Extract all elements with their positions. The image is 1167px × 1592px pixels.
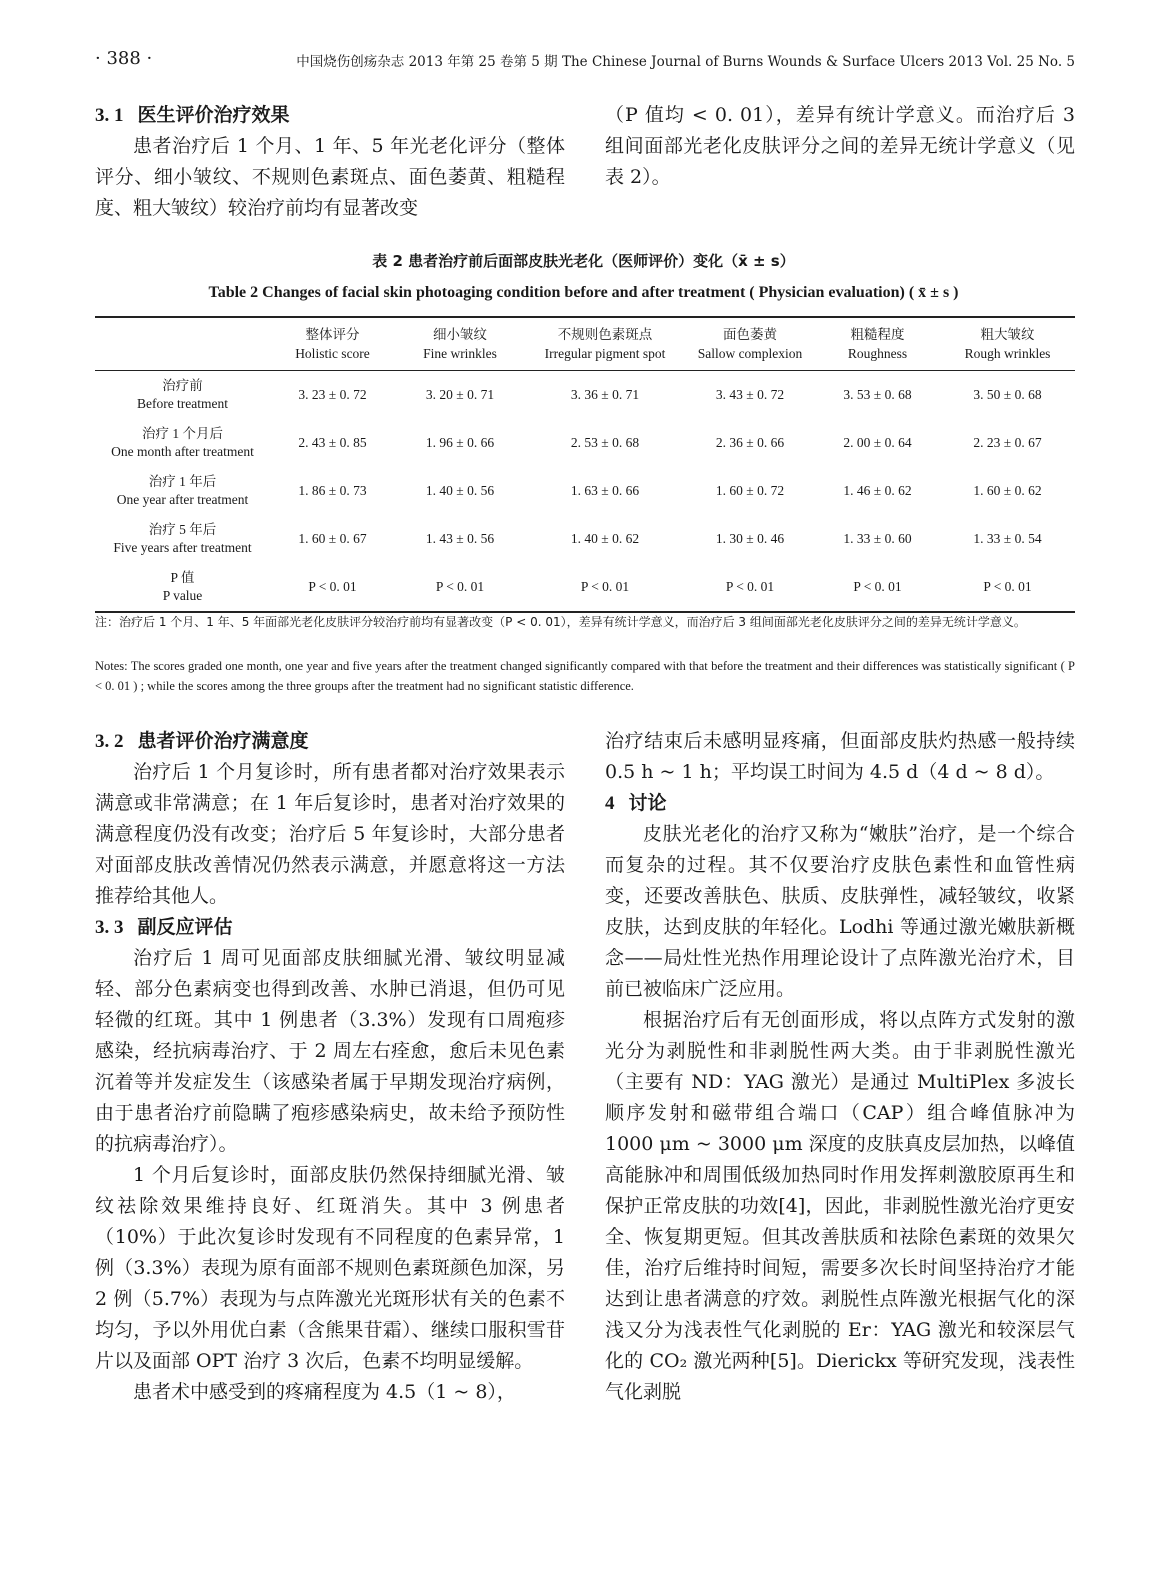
table-cell: 1. 63 ± 0. 66 bbox=[570, 483, 640, 498]
table-cell: 1. 30 ± 0. 46 bbox=[715, 531, 785, 546]
table-header-row bbox=[95, 317, 1075, 371]
section-heading: 3. 3 副反应评估 bbox=[95, 916, 233, 938]
table-cell: 1. 40 ± 0. 56 bbox=[425, 483, 495, 498]
table-cell: 3. 43 ± 0. 72 bbox=[715, 387, 785, 402]
table-header-cell: 粗大皱纹 Rough wrinkles bbox=[964, 327, 1051, 361]
table-row bbox=[95, 467, 1075, 515]
table-header-cell: 不规则色素斑点 Irregular pigment spot bbox=[544, 327, 666, 361]
table-header-cell bbox=[95, 317, 270, 371]
table-cell: 3. 36 ± 0. 71 bbox=[570, 387, 640, 402]
table-header-cell: 粗糙程度 Roughness bbox=[847, 327, 908, 361]
table-row bbox=[95, 419, 1075, 467]
table-header-cell: 细小皱纹 Fine wrinkles bbox=[423, 327, 497, 361]
section-heading: 4 讨论 bbox=[605, 792, 667, 814]
table-cell: 1. 43 ± 0. 56 bbox=[425, 531, 495, 546]
table-row bbox=[95, 563, 1075, 612]
paragraph: 患者治疗后 1 个月、1 年、5 年光老化评分（整体评分、细小皱纹、不规则色素斑点、面色萎黄、粗糙程度、粗大皱纹）较治疗前均有显著改变 bbox=[95, 135, 565, 219]
row-label: P 值 P value bbox=[162, 570, 203, 603]
table-cell: P < 0. 01 bbox=[435, 579, 485, 594]
table-row bbox=[95, 371, 1075, 420]
table-row bbox=[95, 515, 1075, 563]
paragraph: 治疗结束后未感明显疼痛，但面部皮肤灼热感一般持续 0.5 h ~ 1 h；平均误工时间为 4.5 d（4 d ~ 8 d）。 bbox=[605, 730, 1075, 783]
section-heading: 3. 1 医生评价治疗效果 bbox=[95, 104, 290, 126]
table-cell: P < 0. 01 bbox=[308, 579, 357, 594]
table-cell: 1. 86 ± 0. 73 bbox=[298, 483, 367, 498]
row-label: 治疗前 Before treatment bbox=[136, 378, 229, 411]
page-header bbox=[95, 44, 1075, 74]
paragraph: 皮肤光老化的治疗又称为“嫩肤”治疗，是一个综合而复杂的过程。其不仅要治疗皮肤色素性和血管性病变，还要改善肤色、肤质、皮肤弹性，减轻皱纹，收紧皮肤，达到皮肤的年轻化。Lodhi 等通过激光嫩肤新概念——局灶性光热作用理论设计了点阵激光治疗术，目前已被临床广泛应用。 bbox=[605, 823, 1075, 1000]
table-cell: 2. 36 ± 0. 66 bbox=[715, 435, 785, 450]
table-note-cn: 注：治疗后 1 个月、1 年、5 年面部光老化皮肤评分较治疗前均有显著改变（P < 0. 01），差异有统计学意义，而治疗后 3 组间面部光老化皮肤评分之间的差异无统计学意义。 bbox=[95, 615, 1026, 629]
table-cell: 3. 53 ± 0. 68 bbox=[843, 387, 912, 402]
right-column bbox=[605, 726, 1075, 1408]
section-heading: 3. 2 患者评价治疗满意度 bbox=[95, 730, 309, 752]
paragraph: 1 个月后复诊时，面部皮肤仍然保持细腻光滑、皱纹祛除效果维持良好、红斑消失。其中 3 例患者（10%）于此次复诊时发现有不同程度的色素异常，1 例（3.3%）表现为原有面部不规则色素斑颜色加深，另 2 例（5.7%）表现为与点阵激光光斑形状有关的色素不均匀，予以外用优白素（含熊果苷霜）、继续口服积雪苷片以及面部 OPT 治疗 3 次后，色素不均明显缓解。 bbox=[95, 1164, 565, 1372]
table-caption-en: Table 2 Changes of facial skin photoaging condition before and after treatment ( Physician evaluation) ( x̄ ± s ) bbox=[208, 284, 959, 301]
paragraph: 治疗后 1 个月复诊时，所有患者都对治疗效果表示满意或非常满意；在 1 年后复诊时，患者对治疗效果的满意程度仍没有改变；治疗后 5 年复诊时，大部分患者对面部皮肤改善情况仍然表示满意，并愿意将这一方法推荐给其他人。 bbox=[95, 761, 565, 907]
table-cell: 1. 33 ± 0. 54 bbox=[973, 531, 1042, 546]
table-cell: 1. 40 ± 0. 62 bbox=[570, 531, 640, 546]
row-label: 治疗 1 个月后 One month after treatment bbox=[111, 426, 254, 459]
table-cell: 3. 23 ± 0. 72 bbox=[298, 387, 367, 402]
table-cell: 1. 33 ± 0. 60 bbox=[843, 531, 912, 546]
section-3-1 bbox=[95, 100, 565, 224]
table-cell: 1. 60 ± 0. 67 bbox=[298, 531, 367, 546]
table-cell: 3. 20 ± 0. 71 bbox=[425, 387, 495, 402]
running-title: 中国烧伤创疡杂志 2013 年第 25 卷第 5 期 The Chinese Journal of Burns Wounds & Surface Ulcers 2013 Vol. 25 No. 5 bbox=[296, 54, 1075, 70]
table-cell: 1. 60 ± 0. 62 bbox=[973, 483, 1042, 498]
left-column bbox=[95, 726, 565, 1408]
table-cell: 2. 53 ± 0. 68 bbox=[570, 435, 640, 450]
paragraph: 根据治疗后有无创面形成，将以点阵方式发射的激光分为剥脱性和非剥脱性两大类。由于非剥脱性激光（主要有 ND：YAG 激光）是通过 MultiPlex 多波长顺序发射和磁带组合端口（CAP）组合峰值脉冲为 1000 μm ~ 3000 μm 深度的皮肤真皮层加热，以峰值高能脉冲和周围低级加热同时作用发挥刺激胶原再生和保护正常皮肤的功效[4]，因此，非剥脱性激光治疗更安全、恢复期更短。但其改善肤质和祛除色素斑的效果欠佳，治疗后维持时间短，需要多次长时间坚持治疗才能达到让患者满意的疗效。剥脱性点阵激光根据气化的深浅又分为浅表性气化剥脱的 Er：YAG 激光和较深层气化的 CO₂ 激光两种[5]。Dierickx 等研究发现，浅表性气化剥脱 bbox=[605, 1009, 1075, 1403]
table-caption-cn: 表 2 患者治疗前后面部皮肤光老化（医师评价）变化（x̄ ± s） bbox=[372, 252, 795, 270]
row-label: 治疗 5 年后 Five years after treatment bbox=[113, 522, 252, 555]
paragraph: （P 值均 < 0. 01），差异有统计学意义。而治疗后 3 组间面部光老化皮肤评分之间的差异无统计学意义（见表 2）。 bbox=[605, 104, 1075, 188]
table-cell: P < 0. 01 bbox=[983, 579, 1032, 594]
section-3-1-continued bbox=[605, 100, 1075, 193]
table-cell: 2. 43 ± 0. 85 bbox=[298, 435, 367, 450]
paragraph: 治疗后 1 周可见面部皮肤细腻光滑、皱纹明显减轻、部分色素病变也得到改善、水肿已消退，但仍可见轻微的红斑。其中 1 例患者（3.3%）发现有口周疱疹感染，经抗病毒治疗、于 2 周左右痊愈，愈后未见色素沉着等并发症发生（该感染者属于早期发现治疗病例，由于患者治疗前隐瞒了疱疹感染病史，故未给予预防性的抗病毒治疗）。 bbox=[95, 947, 565, 1155]
table-cell: P < 0. 01 bbox=[853, 579, 902, 594]
page-number: · 388 · bbox=[95, 48, 153, 69]
table-header-cell: 整体评分 Holistic score bbox=[295, 327, 370, 361]
table-cell: 3. 50 ± 0. 68 bbox=[973, 387, 1042, 402]
table-header-cell: 面色萎黄 Sallow complexion bbox=[697, 327, 803, 361]
table-cell: 1. 46 ± 0. 62 bbox=[843, 483, 912, 498]
results-table bbox=[95, 316, 1075, 613]
table-cell: 2. 00 ± 0. 64 bbox=[843, 435, 912, 450]
row-label: 治疗 1 年后 One year after treatment bbox=[116, 474, 249, 507]
table-cell: 2. 23 ± 0. 67 bbox=[973, 435, 1042, 450]
table-note-en: Notes: The scores graded one month, one year and five years after the treatment changed significantly compared with that before the treatment and their differences was statistically significant ( P < 0. 01 ) ; while the scores among the three groups after the treatment had no significant statistic difference. bbox=[95, 659, 1075, 693]
table-cell: 1. 96 ± 0. 66 bbox=[425, 435, 495, 450]
table-cell: 1. 60 ± 0. 72 bbox=[715, 483, 785, 498]
table-cell: P < 0. 01 bbox=[725, 579, 775, 594]
paragraph: 患者术中感受到的疼痛程度为 4.5（1 ~ 8）， bbox=[133, 1381, 516, 1403]
table-cell: P < 0. 01 bbox=[580, 579, 630, 594]
